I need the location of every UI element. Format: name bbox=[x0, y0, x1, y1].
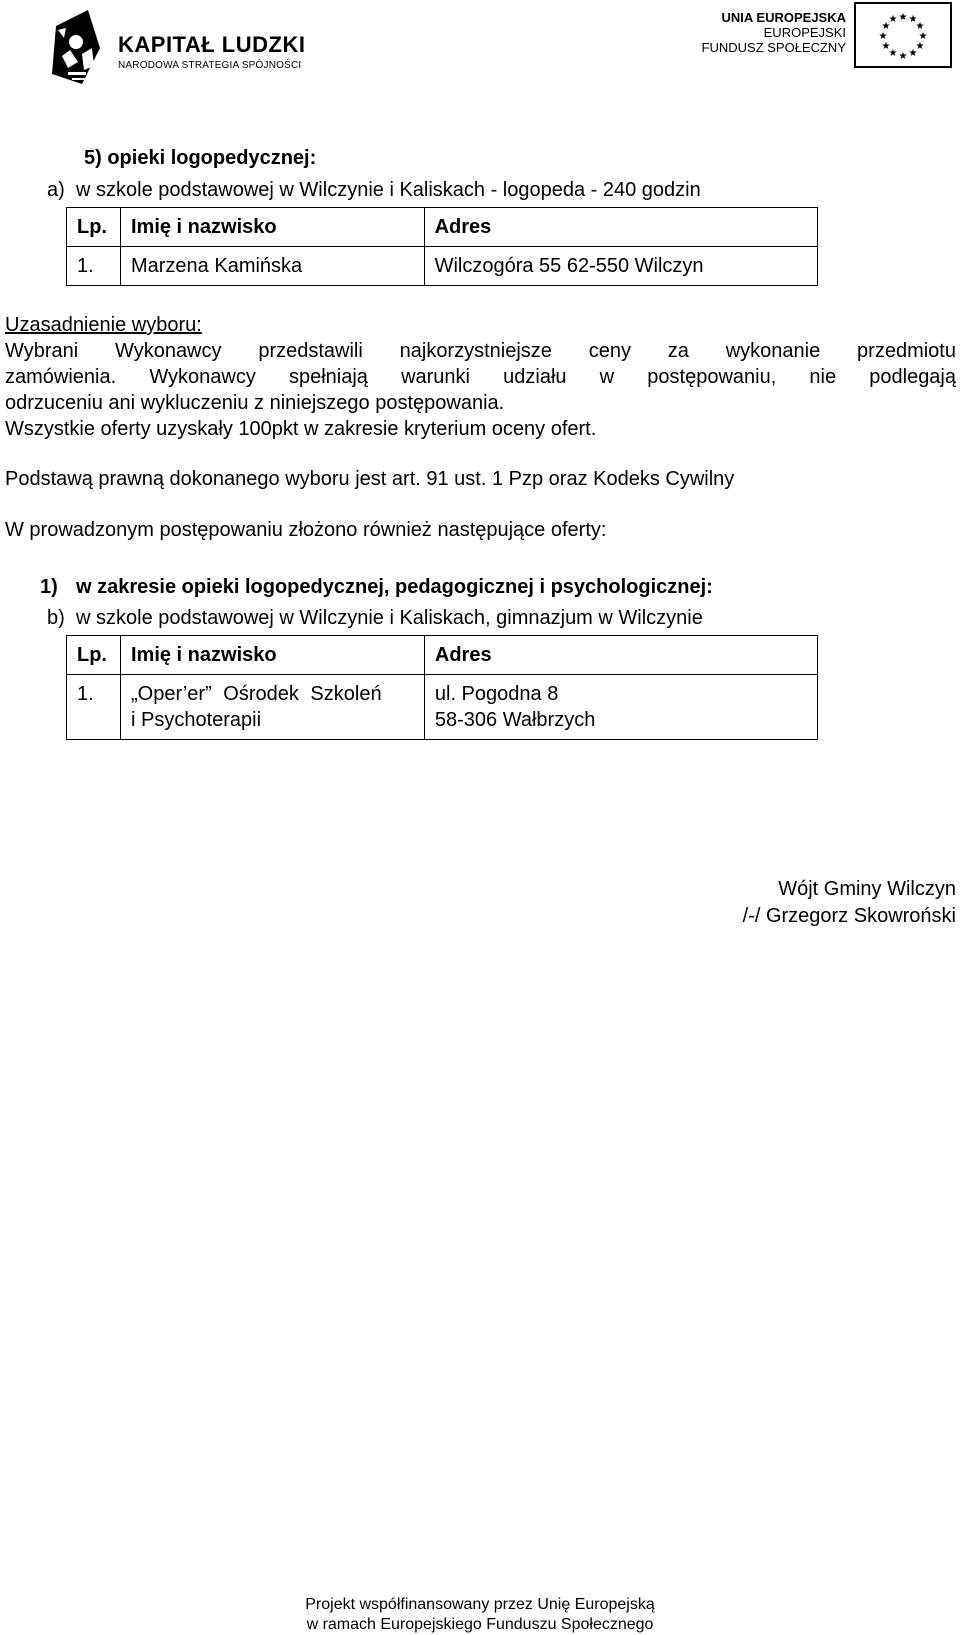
offers-item-b-marker: b) bbox=[47, 607, 65, 629]
kapital-ludzki-logo bbox=[48, 8, 308, 88]
section5-item-a-text: w szkole podstawowej w Wilczynie i Kaliskach - logopeda - 240 godzin bbox=[76, 179, 701, 201]
svg-text:★: ★ bbox=[888, 48, 898, 59]
justification-line4: Wszystkie oferty uzyskały 100pkt w zakresie kryterium oceny ofert. bbox=[5, 418, 597, 440]
eu-logo bbox=[690, 2, 952, 72]
table-header-row bbox=[67, 208, 818, 247]
svg-text:★: ★ bbox=[881, 21, 891, 32]
kapital-ludzki-emblem-icon bbox=[48, 8, 108, 86]
cell-lp: 1. bbox=[67, 675, 121, 740]
svg-text:★: ★ bbox=[898, 12, 908, 23]
svg-text:★: ★ bbox=[881, 41, 891, 52]
svg-text:★: ★ bbox=[915, 21, 925, 32]
other-offers-intro: W prowadzonym postępowaniu złożono również następujące oferty: bbox=[5, 519, 607, 541]
cell-address bbox=[424, 675, 817, 740]
svg-text:★: ★ bbox=[915, 41, 925, 52]
kapital-ludzki-title: KAPITAŁ LUDZKI bbox=[118, 32, 306, 57]
cell-name-line1: „Oper’er” Ośrodek Szkoleń bbox=[130, 683, 382, 705]
header-address: Adres bbox=[424, 636, 817, 675]
offers-table bbox=[66, 635, 818, 740]
header-name: Imię i nazwisko bbox=[120, 208, 424, 247]
header-lp: Lp. bbox=[67, 208, 121, 247]
offers-item1-text: w zakresie opieki logopedycznej, pedagogicznej i psychologicznej: bbox=[76, 576, 713, 598]
eu-line3: FUNDUSZ SPOŁECZNY bbox=[701, 40, 846, 55]
section5-table bbox=[66, 207, 818, 286]
offers-item1-marker: 1) bbox=[40, 576, 58, 598]
svg-text:★: ★ bbox=[918, 31, 928, 42]
header-address: Adres bbox=[424, 208, 817, 247]
justification-line3: odrzuceniu ani wykluczeniu z niniejszego postępowania. bbox=[5, 392, 505, 414]
signature-line2: /-/ Grzegorz Skowroński bbox=[742, 905, 956, 927]
table-row bbox=[67, 247, 818, 286]
eu-line2: EUROPEJSKI bbox=[763, 25, 846, 40]
svg-text:★: ★ bbox=[888, 14, 898, 25]
table-row bbox=[67, 675, 818, 740]
cell-name-line2: i Psychoterapii bbox=[130, 709, 262, 731]
svg-text:★: ★ bbox=[908, 14, 918, 25]
justification-line2: zamówienia. Wykonawcy spełniają warunki udziału w postępowaniu, nie podlegają bbox=[5, 366, 956, 388]
offers-item-b-text: w szkole podstawowej w Wilczynie i Kaliskach, gimnazjum w Wilczynie bbox=[76, 607, 703, 629]
signature-line1: Wójt Gminy Wilczyn bbox=[778, 878, 956, 900]
eu-text bbox=[702, 10, 846, 55]
section5-item-a-marker: a) bbox=[47, 179, 65, 201]
eu-flag-icon bbox=[854, 2, 952, 68]
footer-line1: Projekt współfinansowany przez Unię Europejską bbox=[305, 1596, 655, 1613]
svg-text:★: ★ bbox=[898, 51, 908, 62]
cell-name: Marzena Kamińska bbox=[120, 247, 424, 286]
cell-lp: 1. bbox=[67, 247, 121, 286]
justification-heading: Uzasadnienie wyboru: bbox=[5, 314, 202, 336]
cell-address: Wilczogóra 55 62-550 Wilczyn bbox=[424, 247, 817, 286]
justification-line1: Wybrani Wykonawcy przedstawili najkorzystniejsze ceny za wykonanie przedmiotu bbox=[5, 340, 956, 362]
section5-title: 5) opieki logopedycznej: bbox=[84, 147, 317, 169]
eu-line1: UNIA EUROPEJSKA bbox=[721, 10, 846, 25]
header-name: Imię i nazwisko bbox=[120, 636, 424, 675]
legal-basis: Podstawą prawną dokonanego wyboru jest art. 91 ust. 1 Pzp oraz Kodeks Cywilny bbox=[5, 468, 735, 490]
signature bbox=[743, 876, 956, 930]
svg-text:★: ★ bbox=[908, 48, 918, 59]
cell-address-line2: 58-306 Wałbrzych bbox=[434, 709, 596, 731]
footer-line2: w ramach Europejskiego Funduszu Społecznego bbox=[306, 1616, 654, 1633]
table-header-row bbox=[67, 636, 818, 675]
header-lp: Lp. bbox=[67, 636, 121, 675]
cell-name bbox=[120, 675, 424, 740]
footer bbox=[0, 1595, 960, 1635]
kapital-ludzki-subtitle: NARODOWA STRATEGIA SPÓJNOŚCI bbox=[118, 60, 302, 71]
svg-text:★: ★ bbox=[878, 31, 888, 42]
cell-address-line1: ul. Pogodna 8 bbox=[434, 683, 559, 705]
